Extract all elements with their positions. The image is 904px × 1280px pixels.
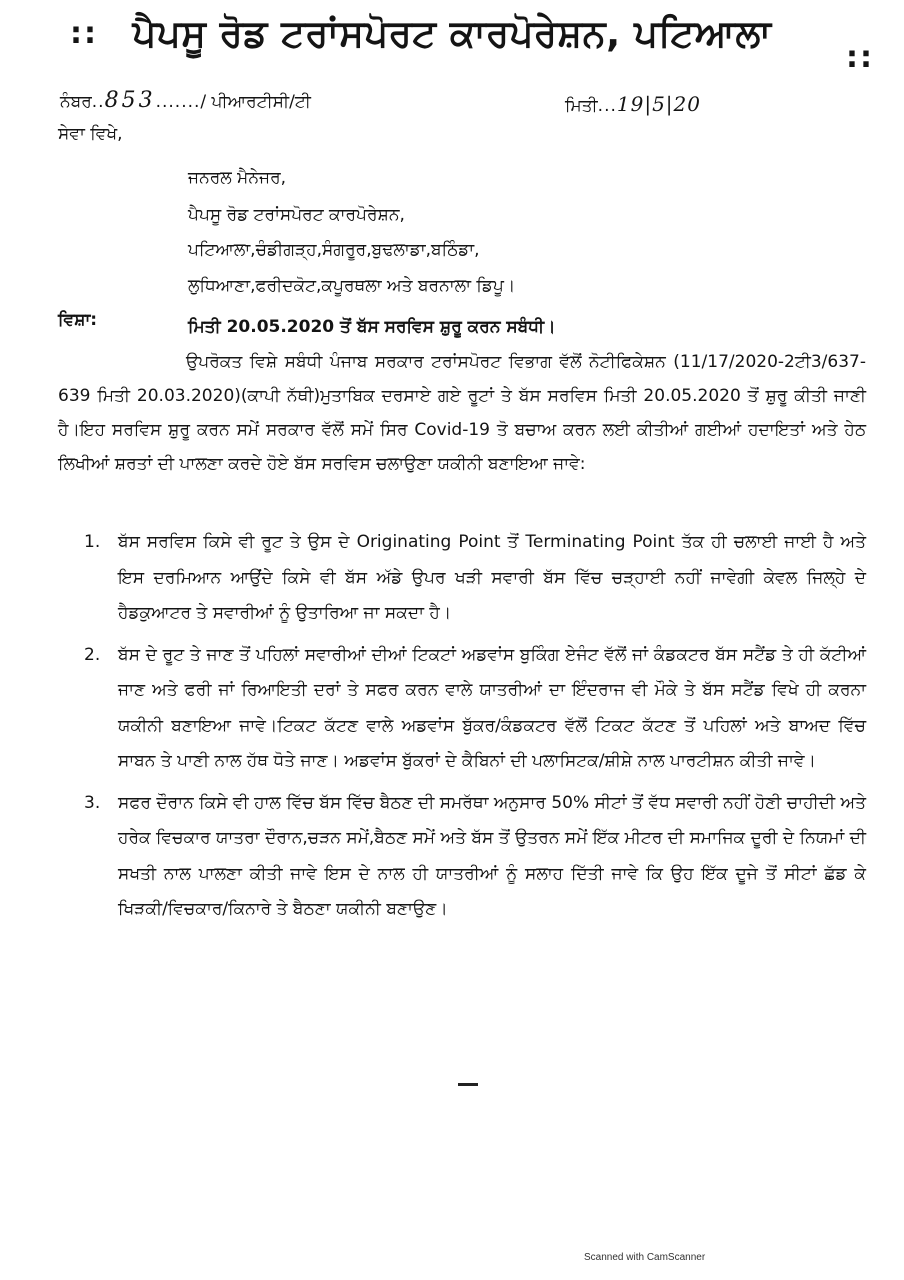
list-item [84,525,866,632]
reference-trail-dots: ....... [155,92,201,112]
date-line [565,92,701,116]
conditions-list [84,525,866,934]
date-dots: ... [597,96,617,116]
subject-text: ਮਿਤੀ 20.05.2020 ਤੋਂ ਬੱਸ ਸਰਵਿਸ ਸ਼ੁਰੂ ਕਰਨ ਸਬੰਧੀ। [188,317,556,337]
header-right-dots: :: [846,40,874,75]
reference-number-handwritten: 853 [104,88,156,113]
list-item-text: ਸਫਰ ਦੌਰਾਨ ਕਿਸੇ ਵੀ ਹਾਲ ਵਿੱਚ ਬੱਸ ਵਿੱਚ ਬੈਠਣ ਦੀ ਸਮਰੱਥਾ ਅਨੁਸਾਰ 50% ਸੀਟਾਂ ਤੋਂ ਵੱਧ ਸਵਾਰੀ ਨਹੀਂ ਹੋਣੀ ਚਾਹੀਦੀ ਅਤੇ ਹਰੇਕ ਵਿਚਕਾਰ ਯਾਤਰਾ ਦੌਰਾਨ,ਚੜਨ ਸਮੇਂ,ਬੈਠਣ ਸਮੇਂ ਅਤੇ ਬੱਸ ਤੋਂ ਉਤਰਨ ਸਮੇਂ ਇੱਕ ਮੀਟਰ ਦੀ ਸਮਾਜਿਕ ਦੂਰੀ ਦੇ ਨਿਯਮਾਂ ਦੀ ਸਖਤੀ ਨਾਲ ਪਾਲਣਾ ਕੀਤੀ ਜਾਵੇ ਇਸ ਦੇ ਨਾਲ ਹੀ ਯਾਤਰੀਆਂ ਨੂੰ ਸਲਾਹ ਦਿੱਤੀ ਜਾਵੇ ਕਿ ਉਹ ਇੱਕ ਦੂਜੇ ਤੋਂ ਸੀਟਾਂ ਛੱਡ ਕੇ ਖਿੜਕੀ/ਵਿਚਕਾਰ/ਕਿਨਾਰੇ ਤੇ ਬੈਠਣਾ ਯਕੀਨੀ ਬਣਾਉਣ। [118,792,866,919]
reference-number-line: ਨੰਬਰ..853......./ ਪੀਆਰਟੀਸੀ/ਟੀ [60,88,311,113]
letterhead-title: ਪੈਪਸੂ ਰੋਡ ਟਰਾਂਸਪੋਰਟ ਕਾਰਪੋਰੇਸ਼ਨ, ਪਟਿਆਲਾ [132,12,772,55]
addressee-line-1: ਜਨਰਲ ਮੈਨੇਜਰ, [188,168,287,188]
list-item-number: 2. [84,644,101,665]
reference-label: ਨੰਬਰ [60,92,92,112]
body-paragraph: ਉਪਰੋਕਤ ਵਿਸ਼ੇ ਸਬੰਧੀ ਪੰਜਾਬ ਸਰਕਾਰ ਟਰਾਂਸਪੋਰਟ ਵਿਭਾਗ ਵੱਲੋਂ ਨੋਟੀਫਿਕੇਸ਼ਨ (11/17/2020-2ਟੀ3/637-639 ਮਿਤੀ 20.03.2020)(ਕਾਪੀ ਨੱਥੀ)ਮੁਤਾਬਿਕ ਦਰਸਾਏ ਗਏ ਰੂਟਾਂ ਤੇ ਬੱਸ ਸਰਵਿਸ ਮਿਤੀ 20.05.2020 ਤੋਂ ਸ਼ੁਰੂ ਕੀਤੀ ਜਾਣੀ ਹੈ।ਇਹ ਸਰਵਿਸ ਸ਼ੁਰੂ ਕਰਨ ਸਮੇਂ ਸਰਕਾਰ ਵੱਲੋਂ ਸਮੇਂ ਸਿਰ Covid-19 ਤੋ ਬਚਾਅ ਕਰਨ ਲਈ ਕੀਤੀਆਂ ਗਈਆਂ ਹਦਾਇਤਾਂ ਅਤੇ ਹੇਠ ਲਿਖੀਆਂ ਸ਼ਰਤਾਂ ਦੀ ਪਾਲਣਾ ਕਰਦੇ ਹੋਏ ਬੱਸ ਸਰਵਿਸ ਚਲਾਉਣਾ ਯਕੀਨੀ ਬਣਾਇਆ ਜਾਵੇ: [58,352,866,474]
salutation: ਸੇਵਾ ਵਿਖੇ, [58,124,123,144]
subject-label: ਵਿਸ਼ਾ: [58,310,98,330]
scanner-watermark: Scanned with CamScanner [584,1252,706,1263]
addressee-line-4: ਲੁਧਿਆਣਾ,ਫਰੀਦਕੋਟ,ਕਪੂਰਥਲਾ ਅਤੇ ਬਰਨਾਲਾ ਡਿਪੂ। [188,276,516,296]
list-item-number: 3. [84,792,101,813]
list-item-text: ਬੱਸ ਦੇ ਰੂਟ ਤੇ ਜਾਣ ਤੋਂ ਪਹਿਲਾਂ ਸਵਾਰੀਆਂ ਦੀਆਂ ਟਿਕਟਾਂ ਅਡਵਾਂਸ ਬੁਕਿੰਗ ਏਜੰਟ ਵੱਲੋਂ ਜਾਂ ਕੰਡਕਟਰ ਬੱਸ ਸਟੈਂਡ ਤੇ ਹੀ ਕੱਟੀਆਂ ਜਾਣ ਅਤੇ ਫਰੀ ਜਾਂ ਰਿਆਇਤੀ ਦਰਾਂ ਤੇ ਸਫਰ ਕਰਨ ਵਾਲੇ ਯਾਤਰੀਆਂ ਦਾ ਇੰਦਰਾਜ ਵੀ ਮੌਕੇ ਤੇ ਬੱਸ ਸਟੈਂਡ ਵਿਖੇ ਹੀ ਕਰਨਾ ਯਕੀਨੀ ਬਣਾਇਆ ਜਾਵੇ।ਟਿਕਟ ਕੱਟਣ ਵਾਲੇ ਅਡਵਾਂਸ ਬੁੱਕਰ/ਕੰਡਕਟਰ ਵੱਲੋਂ ਟਿਕਟ ਕੱਟਣ ਤੋਂ ਪਹਿਲਾਂ ਅਤੇ ਬਾਅਦ ਵਿੱਚ ਸਾਬਨ ਤੇ ਪਾਣੀ ਨਾਲ ਹੱਥ ਧੋਤੇ ਜਾਣ। ਅਡਵਾਂਸ ਬੁੱਕਰਾਂ ਦੇ ਕੈਬਿਨਾਂ ਦੀ ਪਲਾਸਿਟਕ/ਸ਼ੀਸ਼ੇ ਨਾਲ ਪਾਰਟੀਸ਼ਨ ਕੀਤੀ ਜਾਵੇ। [118,644,866,771]
list-item [84,786,866,928]
list-item-text: ਬੱਸ ਸਰਵਿਸ ਕਿਸੇ ਵੀ ਰੂਟ ਤੇ ਉਸ ਦੇ Originating Point ਤੋਂ Terminating Point ਤੱਕ ਹੀ ਚਲਾਈ ਜਾਈ ਹੈ ਅਤੇ ਇਸ ਦਰਮਿਆਨ ਆਉਂਦੇ ਕਿਸੇ ਵੀ ਬੱਸ ਅੱਡੇ ਉਪਰ ਖੜੀ ਸਵਾਰੀ ਬੱਸ ਵਿੱਚ ਚੜ੍ਹਾਈ ਨਹੀਂ ਜਾਵੇਗੀ ਕੇਵਲ ਜਿਲ੍ਹੇ ਦੇ ਹੈਡਕੁਆਟਰ ਤੇ ਸਵਾਰੀਆਂ ਨੂੰ ਉਤਾਰਿਆ ਜਾ ਸਕਦਾ ਹੈ। [118,532,866,623]
addressee-line-3: ਪਟਿਆਲਾ,ਚੰਡੀਗੜ੍ਹ,ਸੰਗਰੂਰ,ਬੁਢਲਾਡਾ,ਬਠਿੰਡਾ, [188,240,480,260]
date-label: ਮਿਤੀ [565,96,598,116]
reference-suffix: / ਪੀਆਰਟੀਸੀ/ਟੀ [200,92,311,112]
addressee-line-2: ਪੈਪਸੂ ਰੋਡ ਟਰਾਂਸਪੋਰਟ ਕਾਰਪੋਰੇਸ਼ਨ, [188,205,405,225]
list-item [84,638,866,780]
header-left-dots: :: [70,16,98,51]
list-item-number: 1. [84,532,101,552]
date-handwritten: 19|5|20 [616,92,701,116]
page-mark [458,1083,478,1086]
